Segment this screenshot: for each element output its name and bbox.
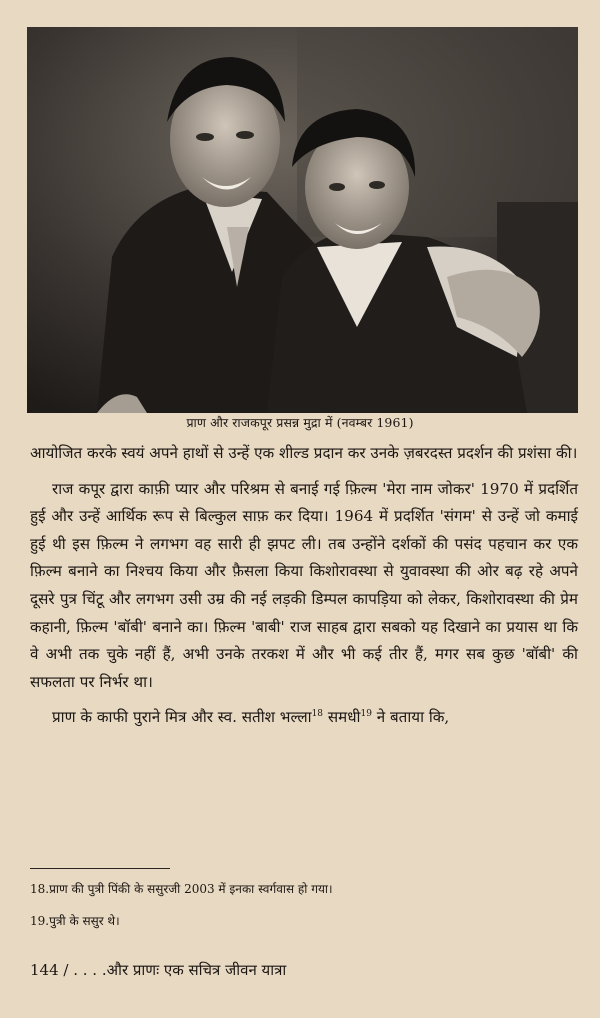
paragraph-3-text-c: ने बताया कि, [371, 708, 450, 727]
footnote-19: 19.पुत्री के ससुर थे। [30, 914, 120, 928]
paragraph-3-text-b: समधी [323, 708, 361, 727]
paragraph-2: राज कपूर द्वारा काफ़ी प्यार और परिश्रम से बनाई गई फ़िल्म 'मेरा नाम जोकर' 1970 में प्रदर्शित हुई और उन्हें आर्थिक रूप से बिल्कुल साफ़ कर दिया। 1964 में प्रदर्शित 'संगम' से उन्हें जो कमाई हुई थी इस फ़िल्म ने लगभग वह सारी ही झपट ली। तब उन्होंने दर्शकों की पसंद पहचान कर एक फ़िल्म बनाने का निश्चय किया और फ़ैसला किया किशोरावस्था से युवावस्था की ओर बढ़ रहे अपने दूसरे पुत्र चिंटू और लगभग उसी उम्र की नई लड़की डिम्पल कापड़िया को लेकर, किशोरावस्था की प्रेम कहानी, फ़िल्म 'बॉबी' बनाने का। फ़िल्म 'बाबी' राज साहब द्वारा सबको यह दिखाने का प्रयास था कि वे अभी तक चुके नहीं हैं, अभी उनके तरकश में और भी कई तीर हैं, मगर सब कुछ 'बॉबी' की सफलता पर निर्भर था। [30, 479, 578, 691]
body-text [30, 440, 578, 740]
paragraph-1: आयोजित करके स्वयं अपने हाथों से उन्हें एक शील्ड प्रदान कर उनके ज़बरदस्त प्रदर्शन की प्रशंसा की। [30, 444, 578, 462]
page-footer: 144 / . . . .और प्राणः एक सचित्र जीवन यात्रा [30, 961, 287, 979]
footnote-18: 18.प्राण की पुत्री पिंकी के ससुरजी 2003 में इनका स्वर्गवास हो गया। [30, 882, 333, 896]
photo-caption: प्राण और राजकपूर प्रसन्न मुद्रा में (नवम्बर 1961) [186, 415, 414, 430]
footnote-ref-19: 19 [360, 709, 372, 720]
paragraph-3-text-a: प्राण के काफी पुराने मित्र और स्व. सतीश भल्ला [52, 708, 312, 727]
portrait-photo-icon [27, 27, 578, 413]
photo-two-men-embracing [27, 27, 578, 413]
footnote-ref-18: 18 [311, 709, 324, 720]
paragraph-3 [30, 704, 578, 732]
footnote-divider [30, 868, 170, 869]
